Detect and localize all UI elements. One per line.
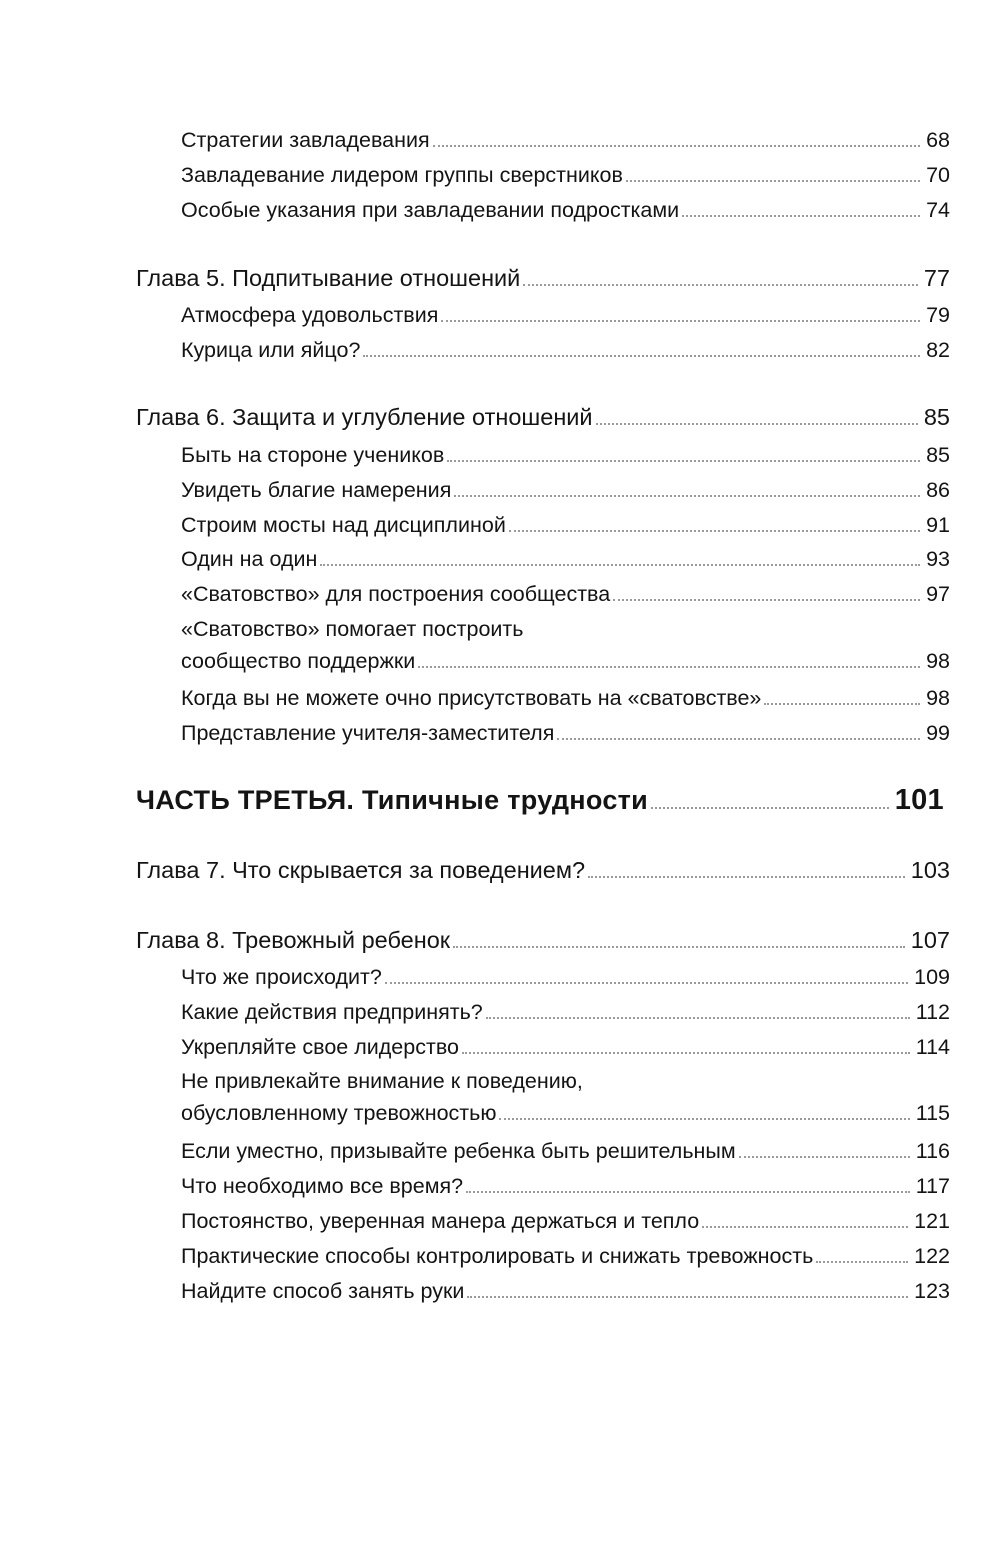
dot-leader [613,599,920,601]
toc-entry-page: 123 [914,1279,950,1303]
toc-entry-multiline [181,617,950,674]
toc-entry-title: Практические способы контролировать и снижать тревожность [181,1244,814,1268]
toc-entry-page: 85 [926,443,950,467]
toc-entry-page: 86 [926,478,950,502]
chapter-title: Глава 7. Что скрывается за поведением? [136,857,586,883]
toc-entry-page: 79 [926,303,950,327]
dot-leader [454,495,920,497]
toc-entry [181,547,950,572]
toc-entry-page: 122 [914,1244,950,1268]
toc-entry-title-line2: обусловленному тревожностью [181,1101,497,1125]
toc-entry-title-line1: Не привлекайте внимание к поведению, [181,1069,583,1093]
toc-entry-title: Какие действия предпринять? [181,1000,483,1024]
dot-leader [596,423,918,425]
toc-entry-title: Представление учителя-заместителя [181,721,555,745]
dot-leader [651,807,889,809]
chapter-title: Глава 5. Подпитывание отношений [136,265,521,291]
toc-entry-title: Что необходимо все время? [181,1174,464,1198]
chapter-title: Глава 8. Тревожный ребенок [136,927,451,953]
toc-entry-page: 109 [914,965,950,989]
dot-leader [588,876,905,878]
toc-entry-multiline [181,1069,950,1126]
toc-chapter [136,927,950,954]
toc-entry [181,686,950,711]
toc-entry-page: 70 [926,163,950,187]
toc-entry [181,128,950,153]
toc-entry-page: 74 [926,198,950,222]
dot-leader [557,738,920,740]
toc-entry-page: 98 [926,649,950,673]
dot-leader [466,1191,910,1193]
toc-entry-title: Завладевание лидером группы сверстников [181,163,623,187]
dot-leader [462,1052,910,1054]
toc-entry-page: 121 [914,1209,950,1233]
toc-entry [181,198,950,223]
toc-entry-page: 99 [926,721,950,745]
dot-leader [523,284,918,286]
chapter-title: Глава 6. Защита и углубление отношений [136,404,593,430]
toc-entry [181,443,950,468]
toc-entry-title: Один на один [181,547,318,571]
toc-entry [181,303,950,328]
toc-entry-title: Увидеть благие намерения [181,478,452,502]
toc-entry [181,163,950,188]
dot-leader [702,1226,908,1228]
toc-entry-page: 82 [926,338,950,362]
toc-entry-title: Особые указания при завладевании подростками [181,198,680,222]
toc-entry-title-line2: сообщество поддержки [181,649,416,673]
toc-entry-title: Быть на стороне учеников [181,443,445,467]
toc-entry-title: «Сватовство» для построения сообщества [181,582,611,606]
chapter-page: 85 [923,404,950,430]
chapter-page: 107 [910,927,950,953]
toc-entry [181,721,950,746]
dot-leader [739,1156,910,1158]
toc-entry-page: 93 [926,547,950,571]
toc-entry [181,965,950,990]
dot-leader [467,1296,908,1298]
toc-entry-title: Что же происходит? [181,965,382,989]
dot-leader [433,145,920,147]
toc-entry-title: Стратегии завладевания [181,128,430,152]
toc-entry [181,1035,950,1060]
toc-chapter [136,404,950,431]
chapter-page: 103 [910,857,950,883]
toc-entry-title: Найдите способ занять руки [181,1279,465,1303]
chapter-page: 77 [923,265,950,291]
toc-entry [181,582,950,607]
dot-leader [682,215,920,217]
dot-leader [626,180,920,182]
toc-entry-page: 98 [926,686,950,710]
dot-leader [816,1261,908,1263]
toc-entry-page: 91 [926,513,950,537]
dot-leader [320,564,920,566]
dot-leader [447,460,920,462]
toc-entry-title: Строим мосты над дисциплиной [181,513,506,537]
toc-entry-title: Укрепляйте свое лидерство [181,1035,459,1059]
toc-entry-title: Если уместно, призывайте ребенка быть решительным [181,1139,736,1163]
dot-leader [509,530,920,532]
toc-entry-title: Когда вы не можете очно присутствовать на «сватовстве» [181,686,762,710]
dot-leader [486,1017,910,1019]
part-title: ЧАСТЬ ТРЕТЬЯ. Типичные трудности [136,785,649,815]
dot-leader [418,666,920,668]
toc-entry [181,478,950,503]
toc-entry [181,1279,950,1304]
dot-leader [764,703,920,705]
dot-leader [453,946,905,948]
toc-entry-page: 114 [915,1035,950,1059]
toc-entry [181,1209,950,1234]
toc-entry-page: 97 [926,582,950,606]
toc-entry-title: Атмосфера удовольствия [181,303,439,327]
part-page: 101 [894,784,944,816]
dot-leader [385,982,908,984]
dot-leader [363,355,920,357]
toc-entry-page: 112 [915,1000,950,1024]
toc-chapter [136,857,950,884]
toc-part [136,784,944,817]
toc-entry [181,1244,950,1269]
dot-leader [441,320,920,322]
dot-leader [499,1118,909,1120]
toc-entry [181,1139,950,1164]
toc-entry [181,1000,950,1025]
toc-entry-page: 116 [915,1139,950,1163]
toc-chapter [136,265,950,292]
toc-entry-title: Постоянство, уверенная манера держаться и тепло [181,1209,700,1233]
toc-entry-page: 115 [915,1101,950,1125]
toc-entry-title-line1: «Сватовство» помогает построить [181,617,524,641]
toc-entry-page: 68 [926,128,950,152]
toc-entry [181,1174,950,1199]
toc-entry-title: Курица или яйцо? [181,338,361,362]
toc-entry [181,513,950,538]
toc-entry-page: 117 [915,1174,950,1198]
toc-entry [181,338,950,363]
